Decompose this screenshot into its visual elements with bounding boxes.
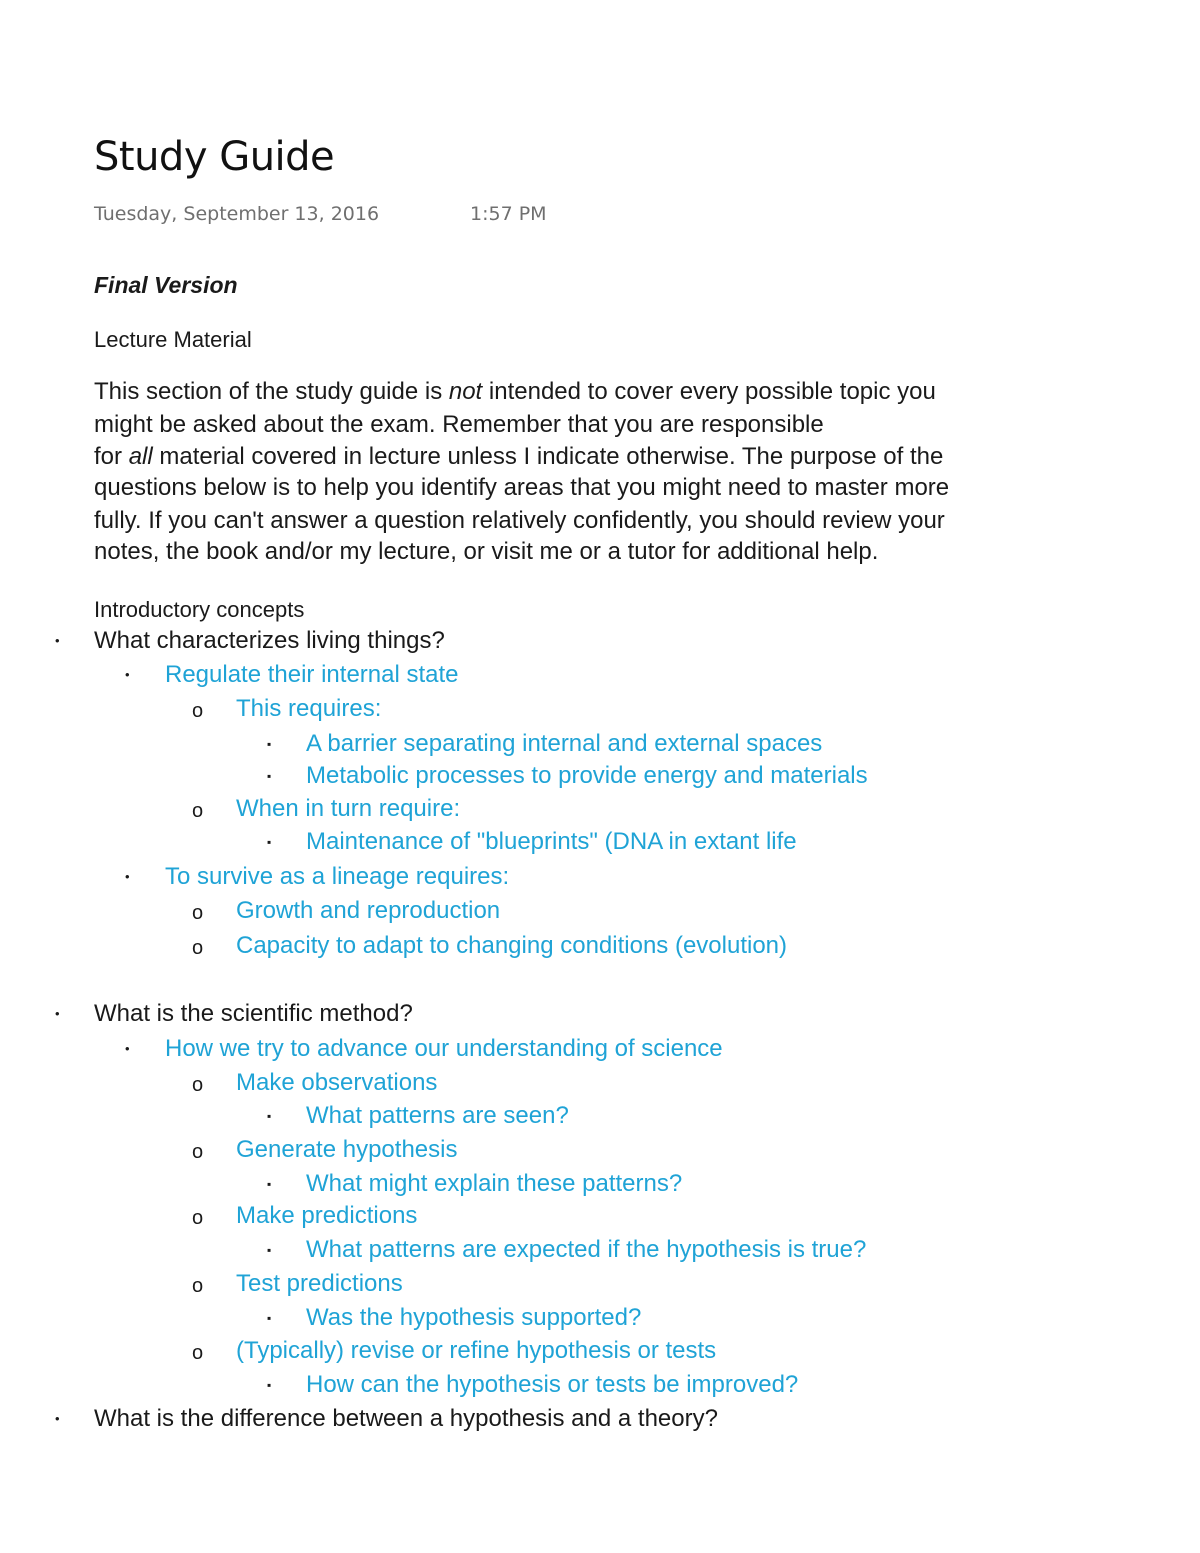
final-version-heading: Final Version (94, 272, 238, 298)
list-item: This requires: (236, 695, 382, 722)
list-item: Was the hypothesis supported? (306, 1304, 642, 1331)
intro-line-6: notes, the book and/or my lecture, or visit me or a tutor for additional help. (94, 538, 879, 565)
bullet-square: ▪ (267, 1311, 272, 1325)
bullet-square: ▪ (267, 1109, 272, 1123)
list-item: Make observations (236, 1069, 438, 1096)
bullet-hollow: o (192, 1141, 204, 1163)
list-item: What is the scientific method? (94, 1000, 413, 1027)
bullet-solid: • (55, 633, 60, 648)
list-item: Metabolic processes to provide energy and materials (306, 762, 868, 789)
bullet-hollow: o (192, 1074, 204, 1096)
list-item: Maintenance of "blueprints" (DNA in extant life (306, 828, 797, 855)
bullet-hollow: o (192, 902, 204, 924)
bullet-hollow: o (192, 937, 204, 959)
list-item: Generate hypothesis (236, 1136, 458, 1163)
note-date: Tuesday, September 13, 2016 (94, 203, 380, 225)
bullet-square: ▪ (267, 1378, 272, 1392)
list-item: (Typically) revise or refine hypothesis or tests (236, 1337, 717, 1364)
bullet-square: ▪ (267, 1243, 272, 1257)
bullet-solid: • (125, 869, 130, 884)
list-item: A barrier separating internal and external spaces (306, 730, 823, 757)
bullet-solid: • (125, 1041, 130, 1056)
list-item: How can the hypothesis or tests be improved? (306, 1371, 799, 1398)
list-item: When in turn require: (236, 795, 461, 822)
list-item: What patterns are expected if the hypothesis is true? (306, 1236, 867, 1263)
bullet-solid: • (55, 1006, 60, 1021)
section-label: Lecture Material (94, 327, 252, 352)
bullet-hollow: o (192, 1207, 204, 1229)
bullet-solid: • (125, 667, 130, 682)
list-item: Regulate their internal state (165, 661, 459, 688)
bullet-hollow: o (192, 1275, 204, 1297)
list-item: How we try to advance our understanding of science (165, 1035, 723, 1062)
intro-line-5: fully. If you can't answer a question relatively confidently, you should review your (94, 507, 945, 534)
bullet-hollow: o (192, 800, 204, 822)
intro-line-3: for all material covered in lecture unless I indicate otherwise. The purpose of the (94, 443, 944, 470)
subsection-heading: Introductory concepts (94, 597, 305, 622)
bullet-square: ▪ (267, 769, 272, 783)
bullet-square: ▪ (267, 835, 272, 849)
list-item: What is the difference between a hypothesis and a theory? (94, 1405, 718, 1432)
note-time: 1:57 PM (470, 203, 547, 225)
list-item: What might explain these patterns? (306, 1170, 683, 1197)
bullet-square: ▪ (267, 1177, 272, 1191)
bullet-square: ▪ (267, 737, 272, 751)
page-title: Study Guide (94, 134, 335, 180)
list-item: What characterizes living things? (94, 627, 445, 654)
list-item: Growth and reproduction (236, 897, 501, 924)
list-item: What patterns are seen? (306, 1102, 569, 1129)
intro-line-2: might be asked about the exam. Remember that you are responsible (94, 411, 824, 438)
bullet-hollow: o (192, 700, 204, 722)
list-item: Make predictions (236, 1202, 418, 1229)
list-item: To survive as a lineage requires: (165, 863, 510, 890)
list-item: Capacity to adapt to changing conditions (evolution) (236, 932, 788, 959)
list-item: Test predictions (236, 1270, 403, 1297)
bullet-solid: • (55, 1411, 60, 1426)
intro-line-1: This section of the study guide is not intended to cover every possible topic you (94, 378, 936, 405)
intro-line-4: questions below is to help you identify areas that you might need to master more (94, 474, 950, 501)
bullet-hollow: o (192, 1342, 204, 1364)
